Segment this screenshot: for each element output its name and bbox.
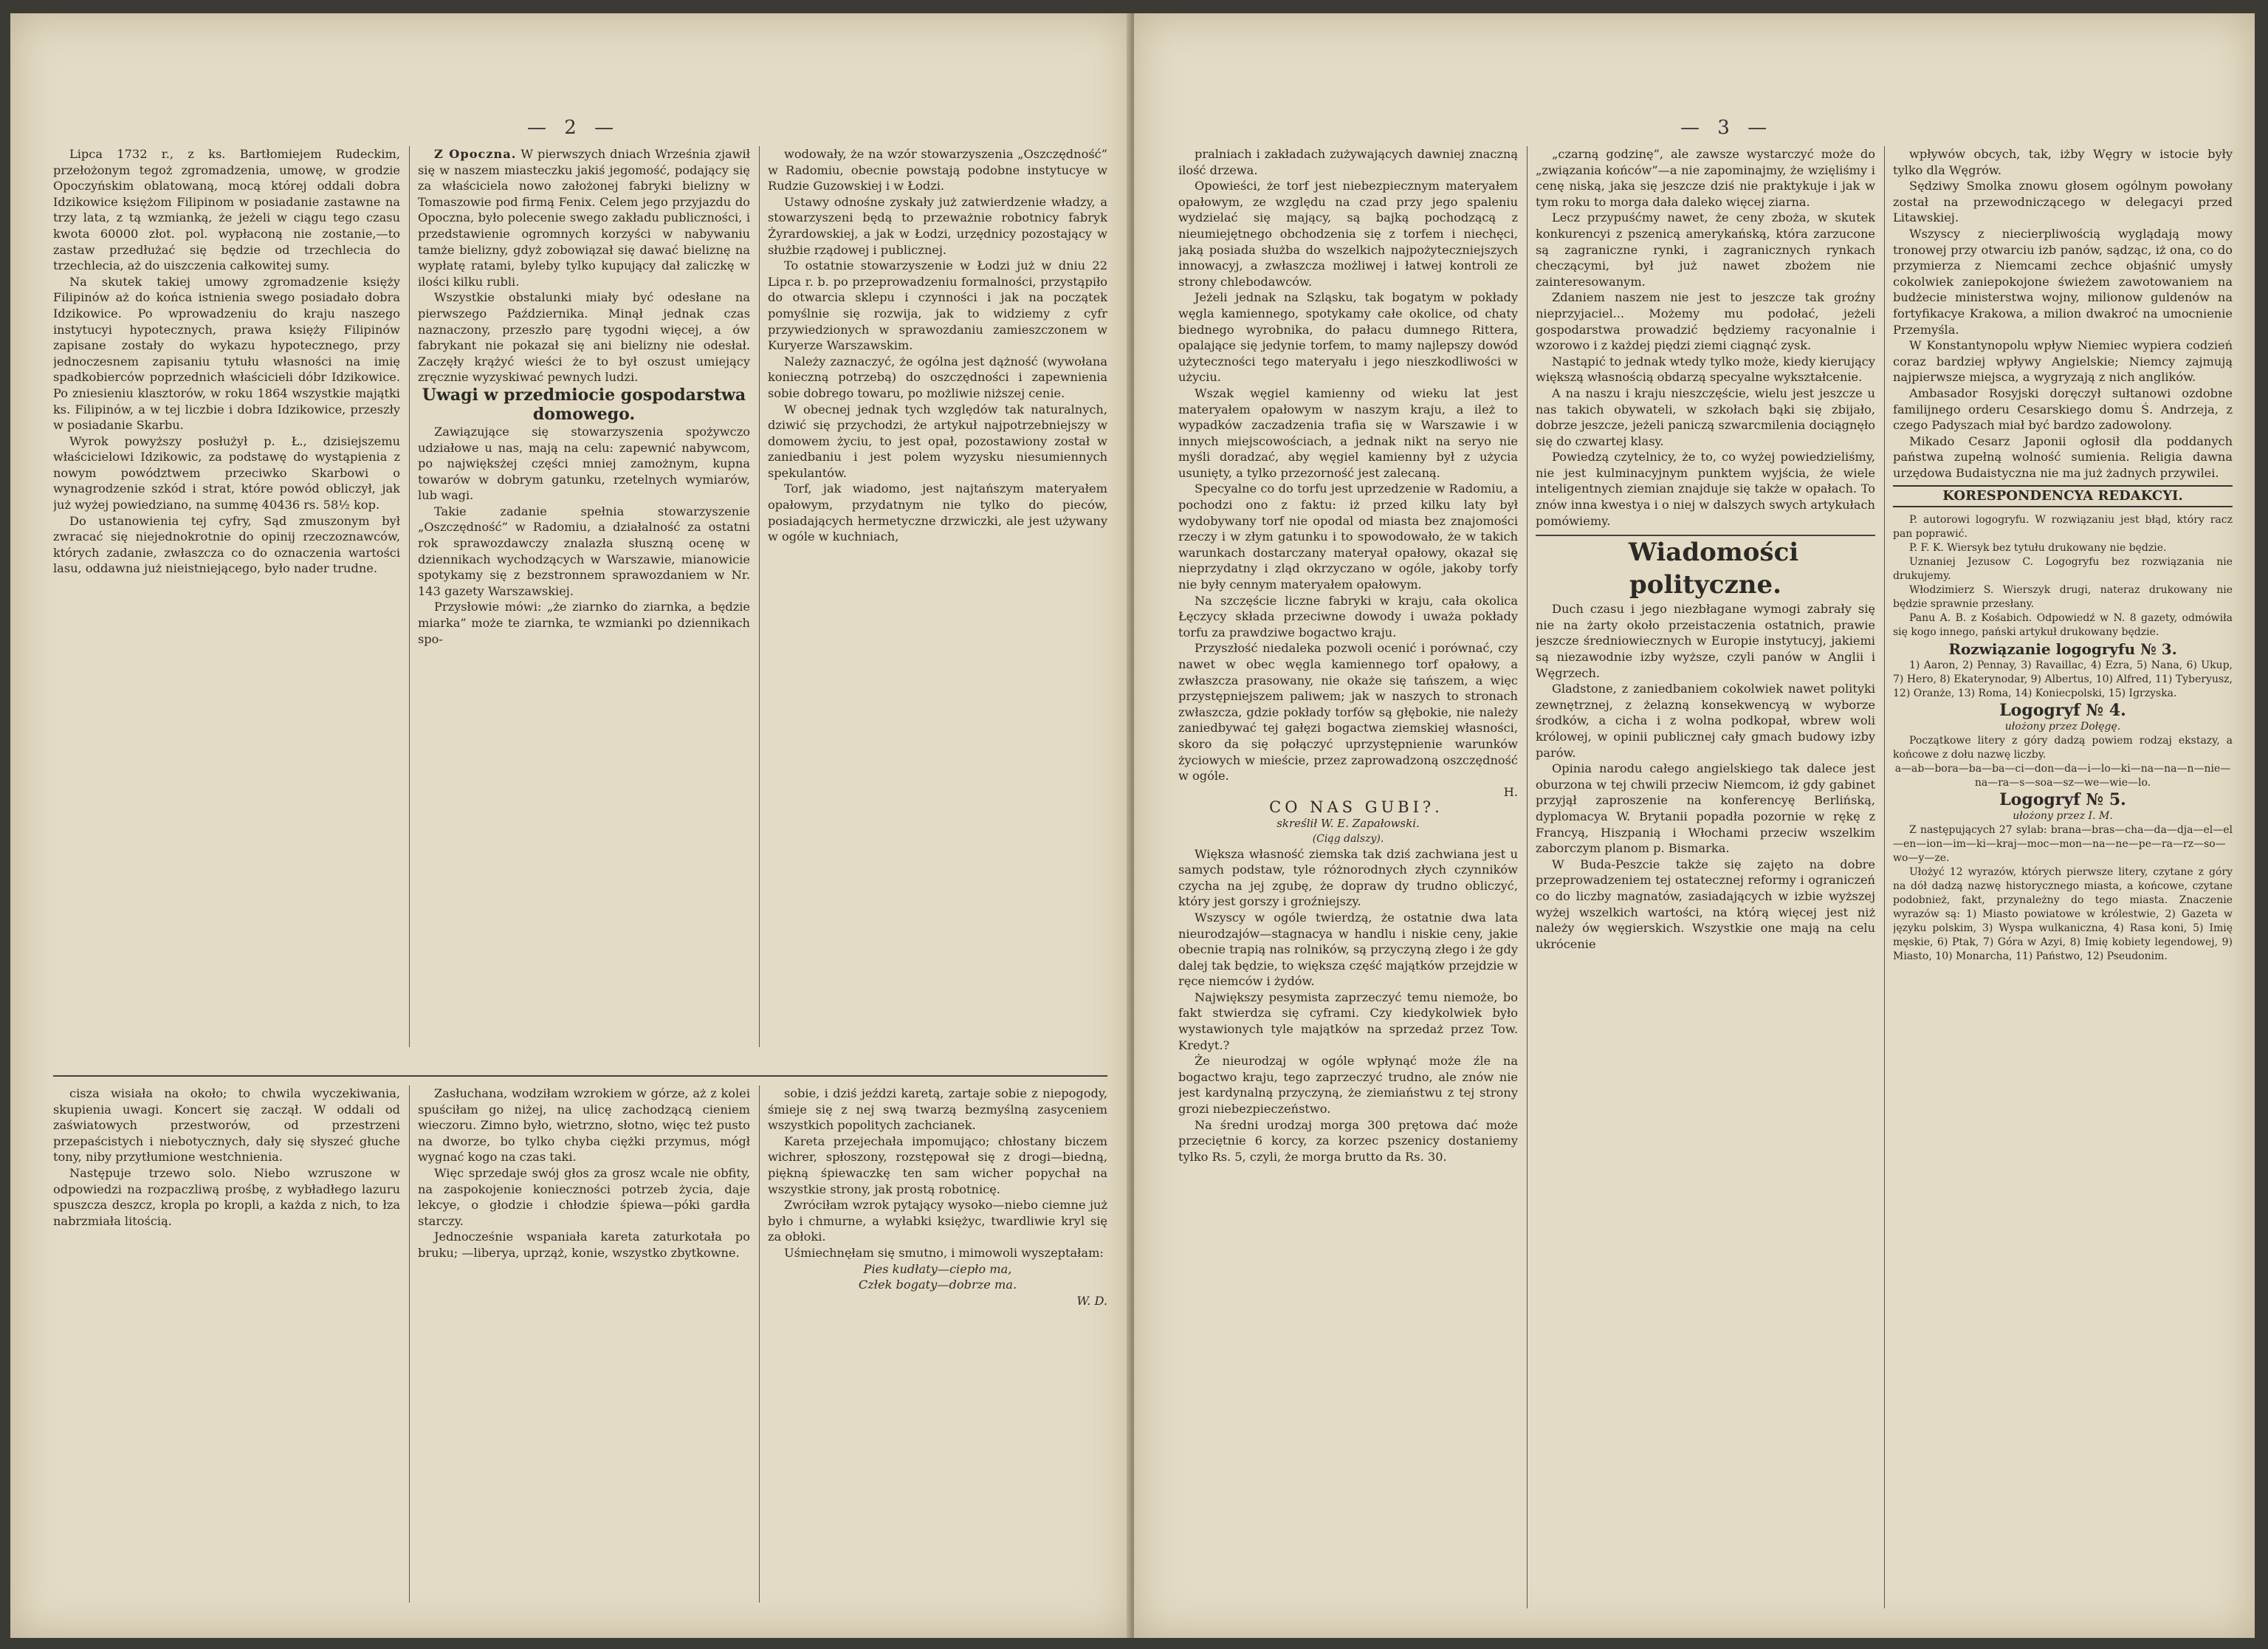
paragraph: Opinia narodu całego angielskiego tak dalece jest oburzona w tej chwili przeciw Niemcom, iż gdy gabinet przyjął zaproszenie na konferencyę Berlińską, dyplomacya W. Brytanii popadła pozornie w rękę z Francyą, Hiszpanią i Włochami przeciw wszelkim zaborczym planom p. Bismarka. [1536,761,1875,856]
left-bottom-column-2 [418,1086,750,1602]
logogryph-solution: 1) Aaron, 2) Pennay, 3) Ravaillac, 4) Ezra, 5) Nana, 6) Ukup, 7) Hero, 8) Ekaterynodar, 9) Albertus, 10) Alfred, 11) Tyberyusz, 12) Oranże, 13) Roma, 14) Koniecpolski, 15) Igrzyska. [1893,659,2233,700]
right-column-1 [1178,146,1518,1608]
left-column-2 [418,146,750,1047]
paragraph: Ustawy odnośne zyskały już zatwierdzenie władzy, a stowarzyszeni będą to przeważnie robotnicy fabryk Żyrardowskiej, a jak w Łodzi, urzędnicy pozostający w służbie rządowej i publicznej. [768,194,1107,257]
right-page [1134,13,2255,1638]
paragraph: Specyalne co do torfu jest uprzedzenie w Radomiu, a pochodzi ono z faktu: iż przed kilku laty był wydobywany torf nie opodal od miasta bez znajomości rzeczy i w złym gatunku i to spowodowało, że w takich warunkach dostarczany materyał opałowy, okazał się nieprzydatny i zląd okrzyczano w ogóle, jakoby torfy nie były cennym materyałem opałowym. [1178,481,1518,592]
paragraph: Takie zadanie spełnia stowarzyszenie „Oszczędność” w Radomiu, a działalność za ostatni rok sprawozdawczy znalazła słuszną ocenę w dziennikach wychodzących w Warszawie, mianowicie spotykamy się z bezstronnem sprawozdaniem w Nr. 143 gazety Warszawskiej. [418,504,750,598]
paragraph: wpływów obcych, tak, iżby Węgry w istocie były tylko dla Węgrów. [1893,147,2233,177]
paragraph: Jednocześnie wspaniała kareta zaturkotała po bruku; —liberya, uprząż, konie, wszystko zbytkowne. [418,1230,750,1260]
paragraph: cisza wisiała na około; to chwila wyczekiwania, skupienia uwagi. Koncert się zaczął. W oddali od zaświatowych przestworów, od przestrzeni przepaścistych i niebotycznych, dały się słyszeć głuche tony, niby przytłumione westchnienia. [53,1086,400,1165]
paragraph: Zawiązujące się stowarzyszenia spożywczo udziałowe u nas, mają na celu: zapewnić nabywcom, po najwięksżej części mniej zamożnym, kupna towarów w dobrym gatunku, rzetelnych wymiarów, lub wagi. [418,424,750,503]
section-heading: Uwagi w przedmiocie gospodarstwa domowego. [422,385,746,424]
paragraph: Należy zaznaczyć, że ogólna jest dążność (wywołana konieczną potrzebą) do oszczędności i zapewnienia sobie dobrego towaru, po możliwie niższej cenie. [768,354,1107,400]
paragraph: Na średni urodzaj morga 300 prętowa dać może przeciętnie 6 korcy, za korzec pszenicy dostaniemy tylko Rs. 5, czyli, że morga brutto da Rs. 30. [1178,1117,1518,1164]
signature: W. D. [1076,1293,1107,1308]
column-rule [1527,146,1528,1608]
paragraph: wodowały, że na wzór stowarzyszenia „Oszczędność” w Radomiu, obecnie powstają podobne instytucye w Rudzie Guzowskiej i w Łodzi. [768,147,1107,193]
paragraph: Zwróciłam wzrok pytający wysoko—niebo ciemne już było i chmurne, a wyłabki księżyc, twardliwie kryl się za obłoki. [768,1198,1107,1244]
correspondence-item: P. autorowi logogryfu. W rozwiązaniu jest błąd, który racz pan poprawić. [1893,514,2233,541]
column-rule [409,1086,410,1602]
paragraph: Torf, jak wiadomo, jest najtańszym materyałem opałowym, przydatnym nie tylko do pieców, posiadających hermetyczne drzwiczki, ale jest używany w ogóle w kuchniach, [768,481,1107,544]
paragraph: Duch czasu i jego niezbłagane wymogi zabrały się nie na żarty około przeistaczenia ostatnich, prawie jeszcze średniowiecznych w Europie instytucyj, jakiemi są niezawodnie izby wyższe, czyli panów w Anglii i Węgrzech. [1536,602,1875,680]
paragraph: Że nieurodzaj w ogóle wpłynąć może źle na bogactwo kraju, tego zaprzeczyć trudno, ale znów nie jest kardynalną przyczyną, że ziemiaństwu z tej strony grozi niebezpieczeństwo. [1178,1054,1518,1117]
section-heading: CO NAS GUBI?. [1269,798,1443,817]
verse-line: Pies kudłaty—ciepło ma, [863,1261,1012,1276]
paragraph: Zasłuchana, wodziłam wzrokiem w górze, aż z kolei spuściłam go niżej, na ulicę zachodzącą cieniem wieczoru. Zimno było, wietrzno, słotno, więc też pusto na dworze, bo tylko chyba ciężki przymus, mógł wygnać kogo na czas taki. [418,1086,750,1165]
paragraph: Na skutek takiej umowy zgromadzenie księży Filipinów aż do końca istnienia swego posiadało dobra Idzikowice. Po wprowadzeniu do kraju naszego instytucyi hypotecznych, prawa księży Filipinów zapisane zostały do wykazu hypotecznego, przy jednoczesnem zapisaniu tytułu własności na imię spadkobierców poprzednich właścicieli dóbr Idzikowice. Po zniesieniu klasztorów, w roku 1864 wszystkie majątki ks. Filipinów, a w tej liczbie i dobra Idzikowice, przeszły w posiadanie Skarbu. [53,274,400,433]
left-column-1 [53,146,400,1047]
paragraph: Kareta przejechała impomująco; chłostany biczem wichrer, spłoszony, rozstępował się z drogi—biedną, piękną śpiewaczkę ten sam wicher popychał na wszystkie strony, jak prostą robotnicę. [768,1134,1107,1196]
newspaper-spread [10,13,2255,1638]
paragraph: Mikado Cesarz Japonii ogłosił dla poddanych państwa zupełną wolność sumienia. Religia dawna urzędowa Budaistyczna nie ma już żadnych przywilei. [1893,433,2233,480]
logogryph-4-heading: Logogryf № 4. [1999,701,2126,721]
paragraph: Wszak węgiel kamienny od wieku lat jest materyałem opałowym w naszym kraju, a ileż to wypadków zaczadzenia trafia się w Warszawie i w innych miejscowościach, a jednak nikt na seryo nie myśli doradzać, aby węgiel kamienny był z użycia usunięty, a tylko przezorność jest zalecaną. [1178,385,1518,480]
left-bottom-column-3 [768,1086,1107,1602]
logogryph-4-syllables: a—ab—bora—ba—ba—ci—don—da—i—lo—ki—na—na—n—nie—na—ra—s—soa—sz—we—wie—lo. [1894,763,2231,789]
paragraph: Jeżeli jednak na Szląsku, tak bogatym w pokłady węgla kamiennego, spotykamy całe okolice, od chaty biednego wyrobnika, do pałacu dumnego Rittera, opalające się jedynie torfem, to mamy najlepszy dowód użyteczności tego materyału i jego nieszkodliwości w użyciu. [1178,290,1518,385]
paragraph: Przysłowie mówi: „że ziarnko do ziarnka, a będzie miarka” może te ziarnka, te wzmianki po dziennikach spo- [418,600,750,646]
section-heading: Wiadomości polityczne. [1628,538,1799,600]
logogryph-5-heading: Logogryf № 5. [1999,790,2126,810]
paragraph: Powiedzą czytelnicy, że to, co wyżej powiedzieliśmy, nie jest kulminacyjnym punktem wyjścia, że wiele inteligentnych ziemian znajduje się także w opałach. To znów inna kwestya i o niej w dalszych swych artykułach pomówiemy. [1536,450,1875,528]
paragraph: Gladstone, z zaniedbaniem cokolwiek nawet polityki zewnętrznej, z żelazną konsekwencyą w wyborze środków, a cicha i z wolna podkopał, wbrew woli królowej, w opinii publicznej cały gmach budowy izby parów. [1536,682,1875,760]
paragraph: pralniach i zakładach zużywających dawniej znaczną ilość drzewa. [1178,147,1518,177]
continued-note: (Ciąg dalszy). [1312,832,1384,845]
paragraph: Wszystkie obstalunki miały być odesłane na pierwszego Października. Minął jednak czas naznaczony, przeszło parę tygodni więcej, a ów fabrykant nie pokazał się ani bielizny nie odesłał. Zaczęły krążyć wieści że to był oszust umiejący zręcznie wyzyskiwać pewnych ludzi. [418,290,750,385]
verse-line: Człek bogaty—dobrze ma. [858,1278,1017,1292]
paragraph: Sędziwy Smolka znowu głosem ogólnym powołany został na przewodniczącego w delegacyi przed Litawskiej. [1893,179,2233,225]
paragraph: W Buda-Peszcie także się zajęto na dobre przeprowadzeniem tej ostatecznej reformy i ograniczeń co do liczby magnatów, zasiadających w izbie wyższej wyżej wszelkich wartości, na którą więcej jest niż należy ów węgierskich. Wszystkie one mają na celu ukrócenie [1536,857,1875,951]
logogryph-5-author: ułożony przez I. M. [2013,810,2113,823]
correspondence-heading: KORESPONDENCYA REDAKCYI. [1893,485,2233,507]
correspondence-item: Uznaniej Jezusow C. Logogryfu bez rozwiązania nie drukujemy. [1893,556,2233,583]
paragraph [418,146,750,289]
paragraph: W Konstantynopolu wpływ Niemiec wypiera codzień coraz bardziej wpływy Angielskie; Niemcy zajmują najpierwsze miejsca, a wygryzają z nich anglików. [1893,338,2233,385]
paragraph: Zdaniem naszem nie jest to jeszcze tak groźny nieprzyjaciel... Możemy mu podołać, jeżeli gospodarstwa prowadzić będziemy racyonalnie i wzorowo i z każdej piędzi ziemi ciągnąć zysk. [1536,290,1875,353]
column-rule [759,1086,760,1602]
column-rule [759,146,760,1047]
page-number-right: — 3 — [1680,117,1773,139]
paragraph-text: W pierwszych dniach Września zjawił się w naszem miasteczku jakiś jegomość, podający się za właściciela nowo założonej fabryki bielizny w Tomaszowie pod firmą Fenix. Celem jego przyjazdu do Opoczna, było polecenie swego zakładu publiczności, i przedstawienie ogromnych korzyści w nabywaniu tamże bielizny, gdyż zobowiązał się dawać bieliznę na wypłatę ratami, byleby tylko kupujący dał zaliczkę w ilości kilku rubli. [418,147,750,289]
feuilleton-rule [53,1075,1107,1077]
logogryph-4-author: ułożony przez Dołęgę. [2004,721,2121,733]
paragraph: Następuje trzewo solo. Niebo wzruszone w odpowiedzi na rozpaczliwą prośbę, z wybładłego lazuru spuszcza deszcz, kropla po kropli, a każda z nich, to łza nabrzmiała litością. [53,1165,400,1228]
paragraph: Największy pesymista zaprzeczyć temu niemoże, bo fakt stwierdza się cyframi. Czy kiedykolwiek było wystawionych tyle majątków na sprzedaż przez Tow. Kredyt.? [1178,990,1518,1052]
paragraph: Do ustanowienia tej cyfry, Sąd zmuszonym był zwracać się niejednokrotnie do opinij rzeczoznawców, których zadanie, zwłaszcza co do oznaczenia wartości lasu, oddawna już nieistniejącego, było nader trudne. [53,513,400,576]
author-line: skreślił W. E. Zapałowski. [1276,816,1420,830]
paragraph: Na szczęście liczne fabryki w kraju, cała okolica Łęczycy składa przeciwne dowody i uważa pokłady torfu za prawdziwe bogactwo kraju. [1178,593,1518,640]
paragraph: To ostatnie stowarzyszenie w Łodzi już w dniu 22 Lipca r. b. po przeprowadzeniu formalności, przystąpiło do otwarcia sklepu i czynności i jak na początek pomyślnie się rozwija, jak to widziemy z cyfr przywiedzionych w sprawozdaniu zamieszczonem w Kuryerze Warszawskim. [768,258,1107,353]
correspondence-item: Włodzimierz S. Wierszyk drugi, nateraz drukowany nie będzie sprawnie przesłany. [1893,584,2233,611]
paragraph: Uśmiechnęłam się smutno, i mimowoli wyszeptałam: [784,1245,1104,1260]
logogryph-4-text: Początkowe litery z góry dadzą powiem rodzaj ekstazy, a końcowe z dołu nazwę liczby. [1893,735,2233,761]
correspondence-item: Panu A. B. z Kośabich. Odpowiedź w N. 8 gazety, odmówiła się kogo innego, pański artykuł drukowany będzie. [1893,612,2233,639]
left-column-3 [768,146,1107,1047]
paragraph: W obecnej jednak tych względów tak naturalnych, dziwić się przychodzi, że artykuł najpotrzebniejszy w domowem życiu, to jest opał, pozostawiony został w zaniedbaniu i jest polem wyzysku niesumiennych spekulantów. [768,402,1107,480]
signature: H. [1503,784,1518,799]
paragraph: Lipca 1732 r., z ks. Bartłomiejem Rudeckim, przełożonym tegoż zgromadzenia, umowę, w grodzie Opoczyńskim oblatowaną, mocą której oddali dobra Idzikowice księżom Filipinom w posiadanie zastawne na trzy lata, z tą wzmianką, że jeżeli w ciągu tego czasu kwota 60000 złot. pol. wypłaconą nie zostanie,—to zastaw przedłużać się będzie od trzechlecia do trzechlecia, aż do uiszczenia całkowitej sumy. [53,147,400,273]
column-rule [1884,146,1885,1608]
paragraph: Lecz przypuśćmy nawet, że ceny zboża, w skutek konkurencyi z pszenicą amerykańską, która zarzucone są zagraniczne rynki, i zagranicznych rynkach checzącymi, był już nawet zbożem nie zainteresowanym. [1536,210,1875,289]
paragraph: Więc sprzedaje swój głos za grosz wcale nie obfity, na zaspokojenie konieczności potrzeb życia, daje lekcye, o głodzie i chłodzie śpiewa—póki gardła starczy. [418,1165,750,1228]
left-bottom-column-1 [53,1086,400,1602]
paragraph: Wyrok powyższy posłużył p. Ł., dzisiejszemu właścicielowi Idzikowic, za podstawę do wystąpienia z nowym powództwem przeciwko Skarbowi o wynagrodzenie szkód i strat, które powód obliczył, jak już wyżej powiedziano, na summę 40436 rs. 58½ kop. [53,433,400,512]
paragraph: A na naszu i kraju nieszczęście, wielu jest jeszcze u nas takich obywateli, w szkołach bąki się zbijało, dobrze jeszcze, jeżeli paniczą szwarcmilenia dociągnęło się do czwartej klasy. [1536,385,1875,448]
paragraph: Wszyscy w ogóle twierdzą, że ostatnie dwa lata nieurodzajów—stagnacya w handlu i niskie ceny, jakie obecnie trapią nas rolników, są przyczyną złego i że gdy dalej tak będzie, to większa część majątków przejdzie w ręce niemców i żydów. [1178,910,1518,989]
paragraph: sobie, i dziś jeździ karetą, zartaje sobie z niepogody, śmieje się z nej swą twarzą bezmyślną zasyceniem wszystkich popolitych zachcianek. [768,1086,1107,1133]
right-column-3 [1893,146,2233,1608]
paragraph: „czarną godzinę”, ale zawsze wystarczyć może do „związania końców”—a nie zapominajmy, że wzięliśmy i cenę niską, jaka się jeszcze dziś nie praktykuje i jak w tym roku to morga dała daleko więcej ziarna. [1536,147,1875,209]
logogryph-5-syllables: Z następujących 27 sylab: brana—bras—cha—da—dja—el—el—en—ion—im—ki—kraj—moc—mon—na—ne—pe—ra—rz—so—wo—y—ze. [1893,824,2233,865]
page-number-left: — 2 — [527,117,620,139]
logogryph-5-text: Ułożyć 12 wyrazów, których pierwsze litery, czytane z góry na dół dadzą nazwę historycznego miasta, a końcowe, czytane podobnież, fakt, przynależny do tego miasta. Znaczenie wyrazów są: 1) Miasto powiatowe w królestwie, 2) Gazeta w języku polskim, 3) Wyspa wulkaniczna, 4) Rasa koni, 5) Imię męskie, 6) Ptak, 7) Góra w Azyi, 8) Imię kobiety legendowej, 9) Miasto, 10) Monarcha, 11) Państwo, 12) Pseudonim. [1893,866,2233,963]
correspondence-item: P. F. K. Wiersyk bez tytułu drukowany nie będzie. [1909,542,2167,555]
paragraph: Przyszłość niedaleka pozwoli ocenić i porównać, czy nawet w obec węgla kamiennego torf opałowy, a zwłaszcza prasowany, nie okaże się tańszem, a więc przystępniejszem paliwem; jak w naszych to stronach zwłaszcza, gdzie pokłady torfów są głębokie, nie należy zaniedbywać tej gałęzi bogactwa ziemskiej własności, skoro da się połączyć uprzystępnienie warunków życiowych w mieście, przez zaprowadzoną oszczędność w ogóle. [1178,641,1518,784]
paragraph: Opowieści, że torf jest niebezpiecznym materyałem opałowym, ze względu na czad przy jego spaleniu wydzielać się mający, są bajką pochodzącą z nieumiejętnego obchodzenia się z torfem i niechęci, jaką posiada służba do wszelkich najpożyteczniejszych innowacyj, a zwłaszcza możliwej i łatwej kontroli ze strony chlebodawców. [1178,179,1518,289]
paragraph: Większa własność ziemska tak dziś zachwiana jest u samych podstaw, tyle różnorodnych złych czynników czycha na jej zgubę, że dopraw dy trudno obliczyć, który jest gorszy i groźniejszy. [1178,846,1518,909]
left-page [10,13,1131,1638]
article-heading: Z Opoczna. [434,147,517,161]
paragraph: Ambasador Rosyjski doręczył sułtanowi ozdobne familijnego orderu Cesarskiego domu Ś. Andrzeja, z czego Padyszach miał być bardzo zadowolony. [1893,385,2233,433]
paragraph: Nastąpić to jednak wtedy tylko może, kiedy kierujący większą własnością obdarzą specyalne wykształcenie. [1536,354,1875,385]
paragraph: Wszyscy z niecierpliwością wyglądają mowy tronowej przy otwarciu izb panów, sądząc, iż ona, co do przymierza z Niemcami zechce objaśnić umysły cokolwiek zaniepokojone świeżem zawotowaniem na budżecie ministerstwa wojny, milionow guldenów na fortyfikacye Krakowa, a milion dwakroć na umocnienie Przemyśla. [1893,226,2233,337]
right-column-2 [1536,146,1875,1608]
logogryph-solution-heading: Rozwiązanie logogryfu № 3. [1948,640,2177,659]
column-rule [409,146,410,1047]
